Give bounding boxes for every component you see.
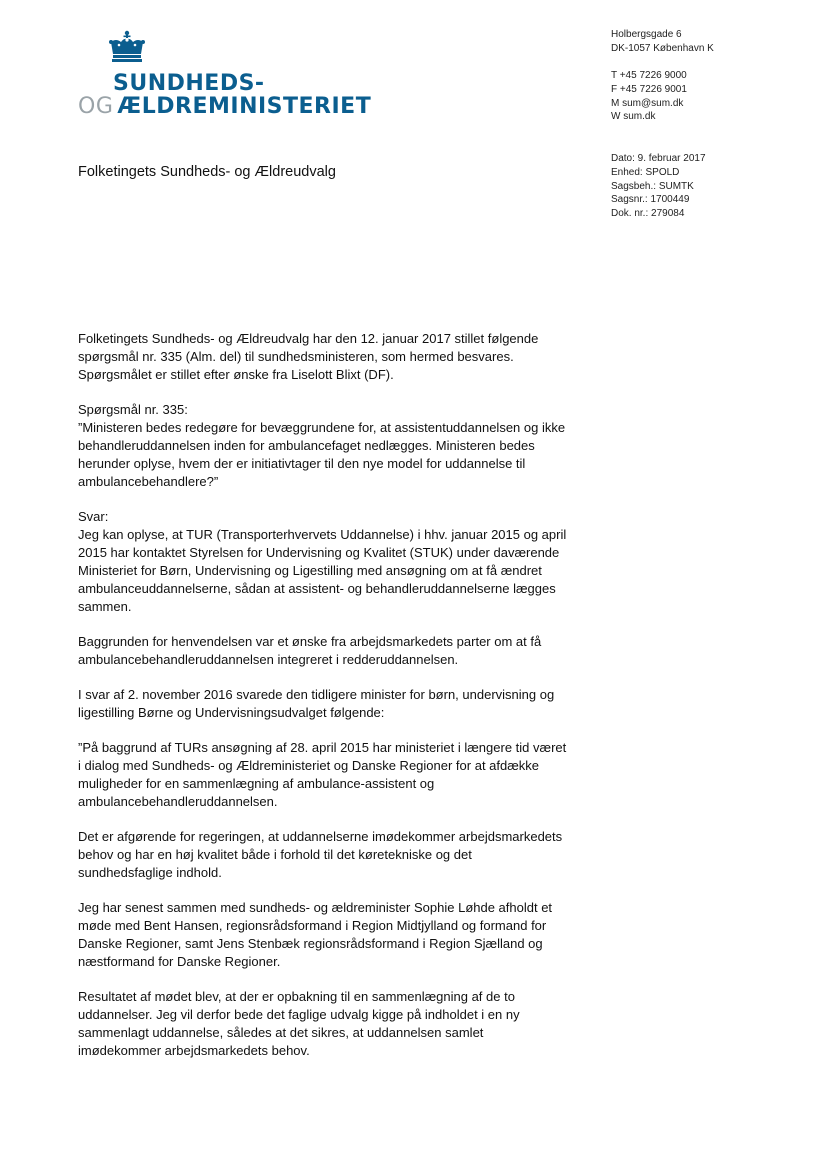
- document-meta: [611, 152, 706, 221]
- answer-paragraph-3: I svar af 2. november 2016 svarede den tidligere minister for børn, undervisning og ligestilling Børne og Undervisningsudvalget følgende:: [78, 687, 555, 720]
- meta-document-number: Dok. nr.: 279084: [611, 208, 685, 220]
- quote-paragraph-4: Resultatet af mødet blev, at der er opbakning til en sammenlægning af de to uddannelser. Jeg vil derfor bede det faglige udvalg kigge på indholdet i en ny sammenlagt uddannelse, således at det sikres, at uddannelsen samlet imødekommer arbejdsmarkedets behov.: [78, 989, 520, 1058]
- address-block: [611, 28, 714, 124]
- logo-text-line1: SUNDHEDS-: [113, 71, 265, 96]
- address-street: Holbergsgade 6: [611, 29, 682, 40]
- address-web: W sum.dk: [611, 111, 656, 123]
- quote-paragraph-3: Jeg har senest sammen med sundheds- og ældreminister Sophie Løhde afholdt et møde med Bent Hansen, regionsrådsformand i Region Midtjylland og formand for Danske Regioner, samt Jens Stenbæk regionsrådsformand i Region Sjælland og næstformand for Danske Regioner.: [78, 900, 553, 969]
- address-phone: T +45 7226 9000: [611, 70, 687, 82]
- meta-case-handler: Sagsbeh.: SUMTK: [611, 180, 694, 192]
- address-city: DK-1057 København K: [611, 42, 714, 54]
- meta-unit: Enhed: SPOLD: [611, 166, 680, 178]
- question-label: Spørgsmål nr. 335:: [78, 402, 188, 417]
- address-fax: F +45 7226 9001: [611, 83, 687, 95]
- logo-text-line2: [78, 94, 371, 119]
- logo-ministry-name: ÆLDREMINISTERIET: [117, 94, 372, 119]
- quote-paragraph-1: ”På baggrund af TURs ansøgning af 28. april 2015 har ministeriet i længere tid været i dialog med Sundheds- og Ældreministeriet og Danske Regioner for at afdække muligheder for en sammenlægning af ambulance-assistent og ambulancebehandleruddannelsen.: [78, 740, 567, 809]
- answer-paragraph-2: Baggrunden for henvendelsen var et ønske fra arbejdsmarkedets parter om at få ambulancebehandleruddannelsen integreret i redderuddannelsen.: [78, 634, 542, 667]
- answer-paragraph-1: Jeg kan oplyse, at TUR (Transporterhvervets Uddannelse) i hhv. januar 2015 og april 2015 har kontaktet Styrelsen for Undervisning og Kvalitet (STUK) under daværende Ministeriet for Børn, Undervisning og Ligestilling med ansøgning om at få ændret ambulanceuddannelserne, sådan at assistent- og behandleruddannelserne lægges sammen.: [78, 527, 567, 614]
- meta-date: Dato: 9. februar 2017: [611, 153, 706, 164]
- logo-og: OG: [78, 94, 114, 119]
- question-text: ”Ministeren bedes redegøre for bevæggrundene for, at assistentuddannelsen og ikke behandleruddannelsen inden for ambulancefaget nedlægges. Ministeren bedes herunder oplyse, hvem der er initiativtager til den nye model for uddannelse til ambulancebehandlere?”: [78, 420, 566, 489]
- meta-case-number: Sagsnr.: 1700449: [611, 194, 690, 206]
- intro-paragraph: Folketingets Sundheds- og Ældreudvalg har den 12. januar 2017 stillet følgende spørgsmål nr. 335 (Alm. del) til sundhedsministeren, som hermed besvares. Spørgsmålet er stillet efter ønske fra Liselott Blixt (DF).: [78, 331, 539, 382]
- quote-paragraph-2: Det er afgørende for regeringen, at uddannelserne imødekommer arbejdsmarkedets behov og har en høj kvalitet både i forhold til det køretekniske og det sundhedsfaglige indhold.: [78, 829, 563, 880]
- crown-icon: [108, 30, 146, 64]
- recipient: Folketingets Sundheds- og Ældreudvalg: [78, 164, 336, 180]
- letter-body: [78, 330, 568, 1077]
- ministry-logo: [78, 30, 372, 120]
- address-mail: M sum@sum.dk: [611, 97, 684, 109]
- answer-label: Svar:: [78, 509, 109, 524]
